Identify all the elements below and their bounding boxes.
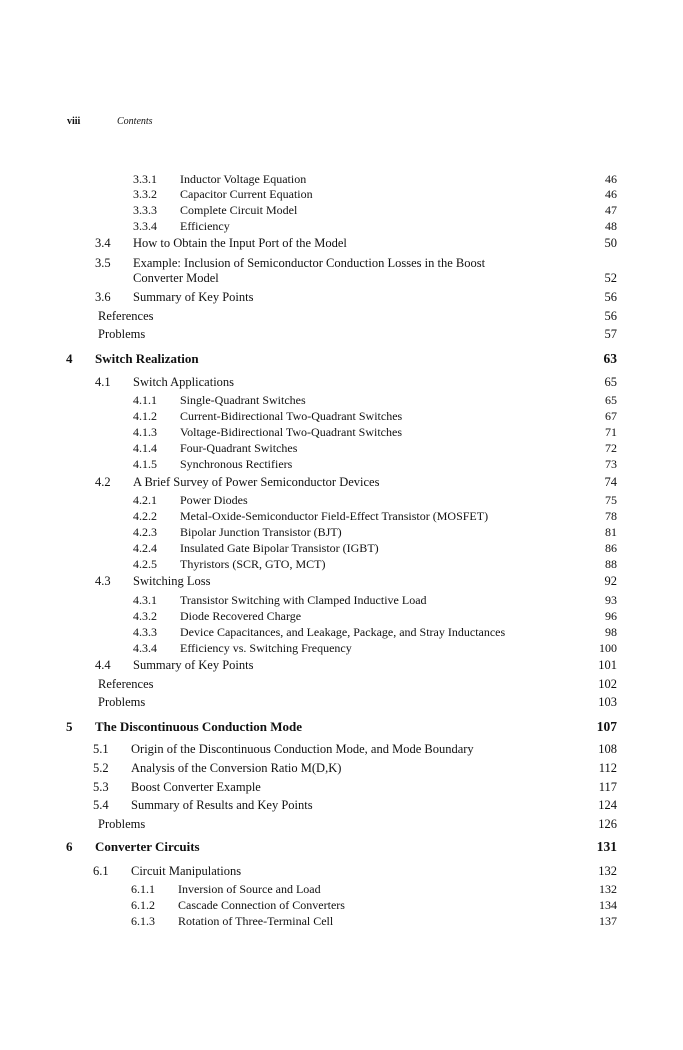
entry-number: 4.1 [95,375,111,389]
entry-number: 4.2.5 [133,557,157,571]
entry-page-number: 117 [598,780,617,794]
entry-page-number: 112 [598,761,617,775]
section-entry [0,236,683,254]
section-entry [0,271,683,289]
entry-title: Problems [98,327,146,341]
section-entry [0,798,683,816]
subsection-entry [0,914,683,932]
entry-number: 3.3.2 [133,187,157,201]
entry-title: Circuit Manipulations [131,864,242,878]
entry-page-number: 88 [605,557,617,571]
entry-page-number: 107 [596,719,617,734]
entry-page-number: 56 [604,290,617,304]
entry-title: Summary of Key Points [133,658,254,672]
section-entry [0,658,683,676]
entry-number: 4 [66,351,73,366]
entry-number: 4.2.4 [133,541,157,555]
entry-page-number: 101 [598,658,617,672]
entry-page-number: 75 [605,493,617,507]
entry-page-number: 134 [599,898,617,912]
entry-page-number: 52 [604,271,617,285]
entry-title: References [98,677,154,691]
entry-number: 4.1.5 [133,457,157,471]
entry-title: Problems [98,817,146,831]
entry-title: Efficiency vs. Switching Frequency [180,641,352,655]
entry-title: Converter Model [133,271,219,285]
entry-page-number: 103 [598,695,617,709]
entry-title: Summary of Key Points [133,290,254,304]
section-entry [0,475,683,493]
section-entry [0,742,683,760]
entry-number: 6.1.2 [131,898,155,912]
page-number: viii [67,116,81,127]
entry-title: Cascade Connection of Converters [178,898,345,912]
entry-title: Rotation of Three-Terminal Cell [178,914,334,928]
entry-title: Four-Quadrant Switches [180,441,298,455]
entry-page-number: 98 [605,625,617,639]
entry-number: 5.1 [93,742,109,756]
section-entry [0,327,683,345]
entry-number: 5.4 [93,798,109,812]
entry-title: Converter Circuits [95,839,200,854]
entry-title: Switch Realization [95,351,199,366]
entry-number: 4.3.3 [133,625,157,639]
entry-page-number: 47 [605,203,617,217]
entry-page-number: 71 [605,425,617,439]
entry-page-number: 137 [599,914,617,928]
entry-title: Complete Circuit Model [180,203,298,217]
entry-number: 4.3 [95,574,111,588]
entry-page-number: 74 [604,475,617,489]
entry-number: 4.2.3 [133,525,157,539]
entry-title: Summary of Results and Key Points [131,798,313,812]
entry-title: Device Capacitances, and Leakage, Package, and Stray Inductances [180,625,506,639]
entry-title: Switching Loss [133,574,211,588]
entry-number: 6 [66,839,73,854]
subsection-entry [0,457,683,475]
entry-title: Transistor Switching with Clamped Inductive Load [180,593,427,607]
entry-number: 4.4 [95,658,111,672]
entry-number: 4.3.4 [133,641,157,655]
entry-number: 5.3 [93,780,109,794]
entry-title: Current-Bidirectional Two-Quadrant Switches [180,409,403,423]
entry-title: Diode Recovered Charge [180,609,302,623]
entry-title: The Discontinuous Conduction Mode [95,719,302,734]
section-entry [0,780,683,798]
entry-title: Metal-Oxide-Semiconductor Field-Effect Transistor (MOSFET) [180,509,489,523]
entry-page-number: 50 [604,236,617,250]
entry-page-number: 63 [603,351,617,366]
entry-page-number: 57 [604,327,617,341]
entry-number: 6.1.3 [131,914,155,928]
entry-number: 4.1.4 [133,441,157,455]
section-entry [0,574,683,592]
chapter-entry [0,351,683,369]
entry-number: 3.3.3 [133,203,157,217]
entry-number: 4.3.2 [133,609,157,623]
section-entry [0,695,683,713]
entry-title: Origin of the Discontinuous Conduction Mode, and Mode Boundary [131,742,474,756]
entry-number: 4.1.2 [133,409,157,423]
entry-page-number: 86 [605,541,617,555]
entry-number: 6.1.1 [131,882,155,896]
entry-page-number: 81 [605,525,617,539]
entry-number: 4.2.1 [133,493,157,507]
entry-number: 4.1.3 [133,425,157,439]
entry-title: Insulated Gate Bipolar Transistor (IGBT) [180,541,379,555]
entry-title: How to Obtain the Input Port of the Model [133,236,347,250]
entry-page-number: 56 [604,309,617,323]
subsection-entry [0,557,683,575]
entry-page-number: 46 [605,187,617,201]
entry-page-number: 93 [605,593,617,607]
section-entry [0,761,683,779]
entry-page-number: 124 [598,798,617,812]
entry-page-number: 65 [604,375,617,389]
entry-title: Single-Quadrant Switches [180,393,306,407]
entry-page-number: 108 [598,742,617,756]
entry-page-number: 48 [605,219,617,233]
entry-page-number: 67 [605,409,617,423]
section-entry [0,309,683,327]
entry-title: Switch Applications [133,375,235,389]
entry-page-number: 73 [605,457,617,471]
entry-page-number: 92 [604,574,617,588]
entry-number: 3.3.1 [133,172,157,186]
entry-page-number: 65 [605,393,617,407]
entry-page-number: 100 [599,641,617,655]
entry-number: 4.1.1 [133,393,157,407]
entry-page-number: 96 [605,609,617,623]
section-entry [0,817,683,835]
entry-number: 4.3.1 [133,593,157,607]
entry-title: Analysis of the Conversion Ratio M(D,K) [131,761,342,775]
entry-number: 6.1 [93,864,109,878]
entry-number: 3.5 [95,256,111,270]
subsection-entry [0,219,683,237]
entry-title: Boost Converter Example [131,780,261,794]
entry-number: 5 [66,719,73,734]
entry-title: References [98,309,154,323]
section-entry [0,677,683,695]
entry-title: Inductor Voltage Equation [180,172,307,186]
entry-page-number: 78 [605,509,617,523]
entry-number: 4.2 [95,475,111,489]
entry-title: Inversion of Source and Load [178,882,321,896]
subsection-entry [0,641,683,659]
entry-title: Efficiency [180,219,230,233]
running-title: Contents [117,116,153,127]
entry-number: 3.6 [95,290,111,304]
entry-title: Problems [98,695,146,709]
entry-title: Thyristors (SCR, GTO, MCT) [180,557,326,571]
entry-page-number: 72 [605,441,617,455]
entry-page-number: 132 [599,882,617,896]
section-entry [0,375,683,393]
entry-title: Capacitor Current Equation [180,187,313,201]
entry-title: Example: Inclusion of Semiconductor Conduction Losses in the Boost [133,256,486,270]
entry-title: Power Diodes [180,493,248,507]
entry-page-number: 131 [596,839,617,854]
entry-page-number: 132 [598,864,617,878]
entry-number: 5.2 [93,761,109,775]
entry-page-number: 102 [598,677,617,691]
entry-title: Bipolar Junction Transistor (BJT) [180,525,342,539]
section-entry [0,864,683,882]
chapter-entry [0,839,683,857]
entry-title: Voltage-Bidirectional Two-Quadrant Switches [180,425,402,439]
entry-number: 4.2.2 [133,509,157,523]
entry-number: 3.3.4 [133,219,157,233]
entry-title: A Brief Survey of Power Semiconductor Devices [133,475,380,489]
chapter-entry [0,719,683,737]
entry-page-number: 46 [605,172,617,186]
entry-number: 3.4 [95,236,111,250]
entry-title: Synchronous Rectifiers [180,457,293,471]
entry-page-number: 126 [598,817,617,831]
section-entry [0,290,683,308]
